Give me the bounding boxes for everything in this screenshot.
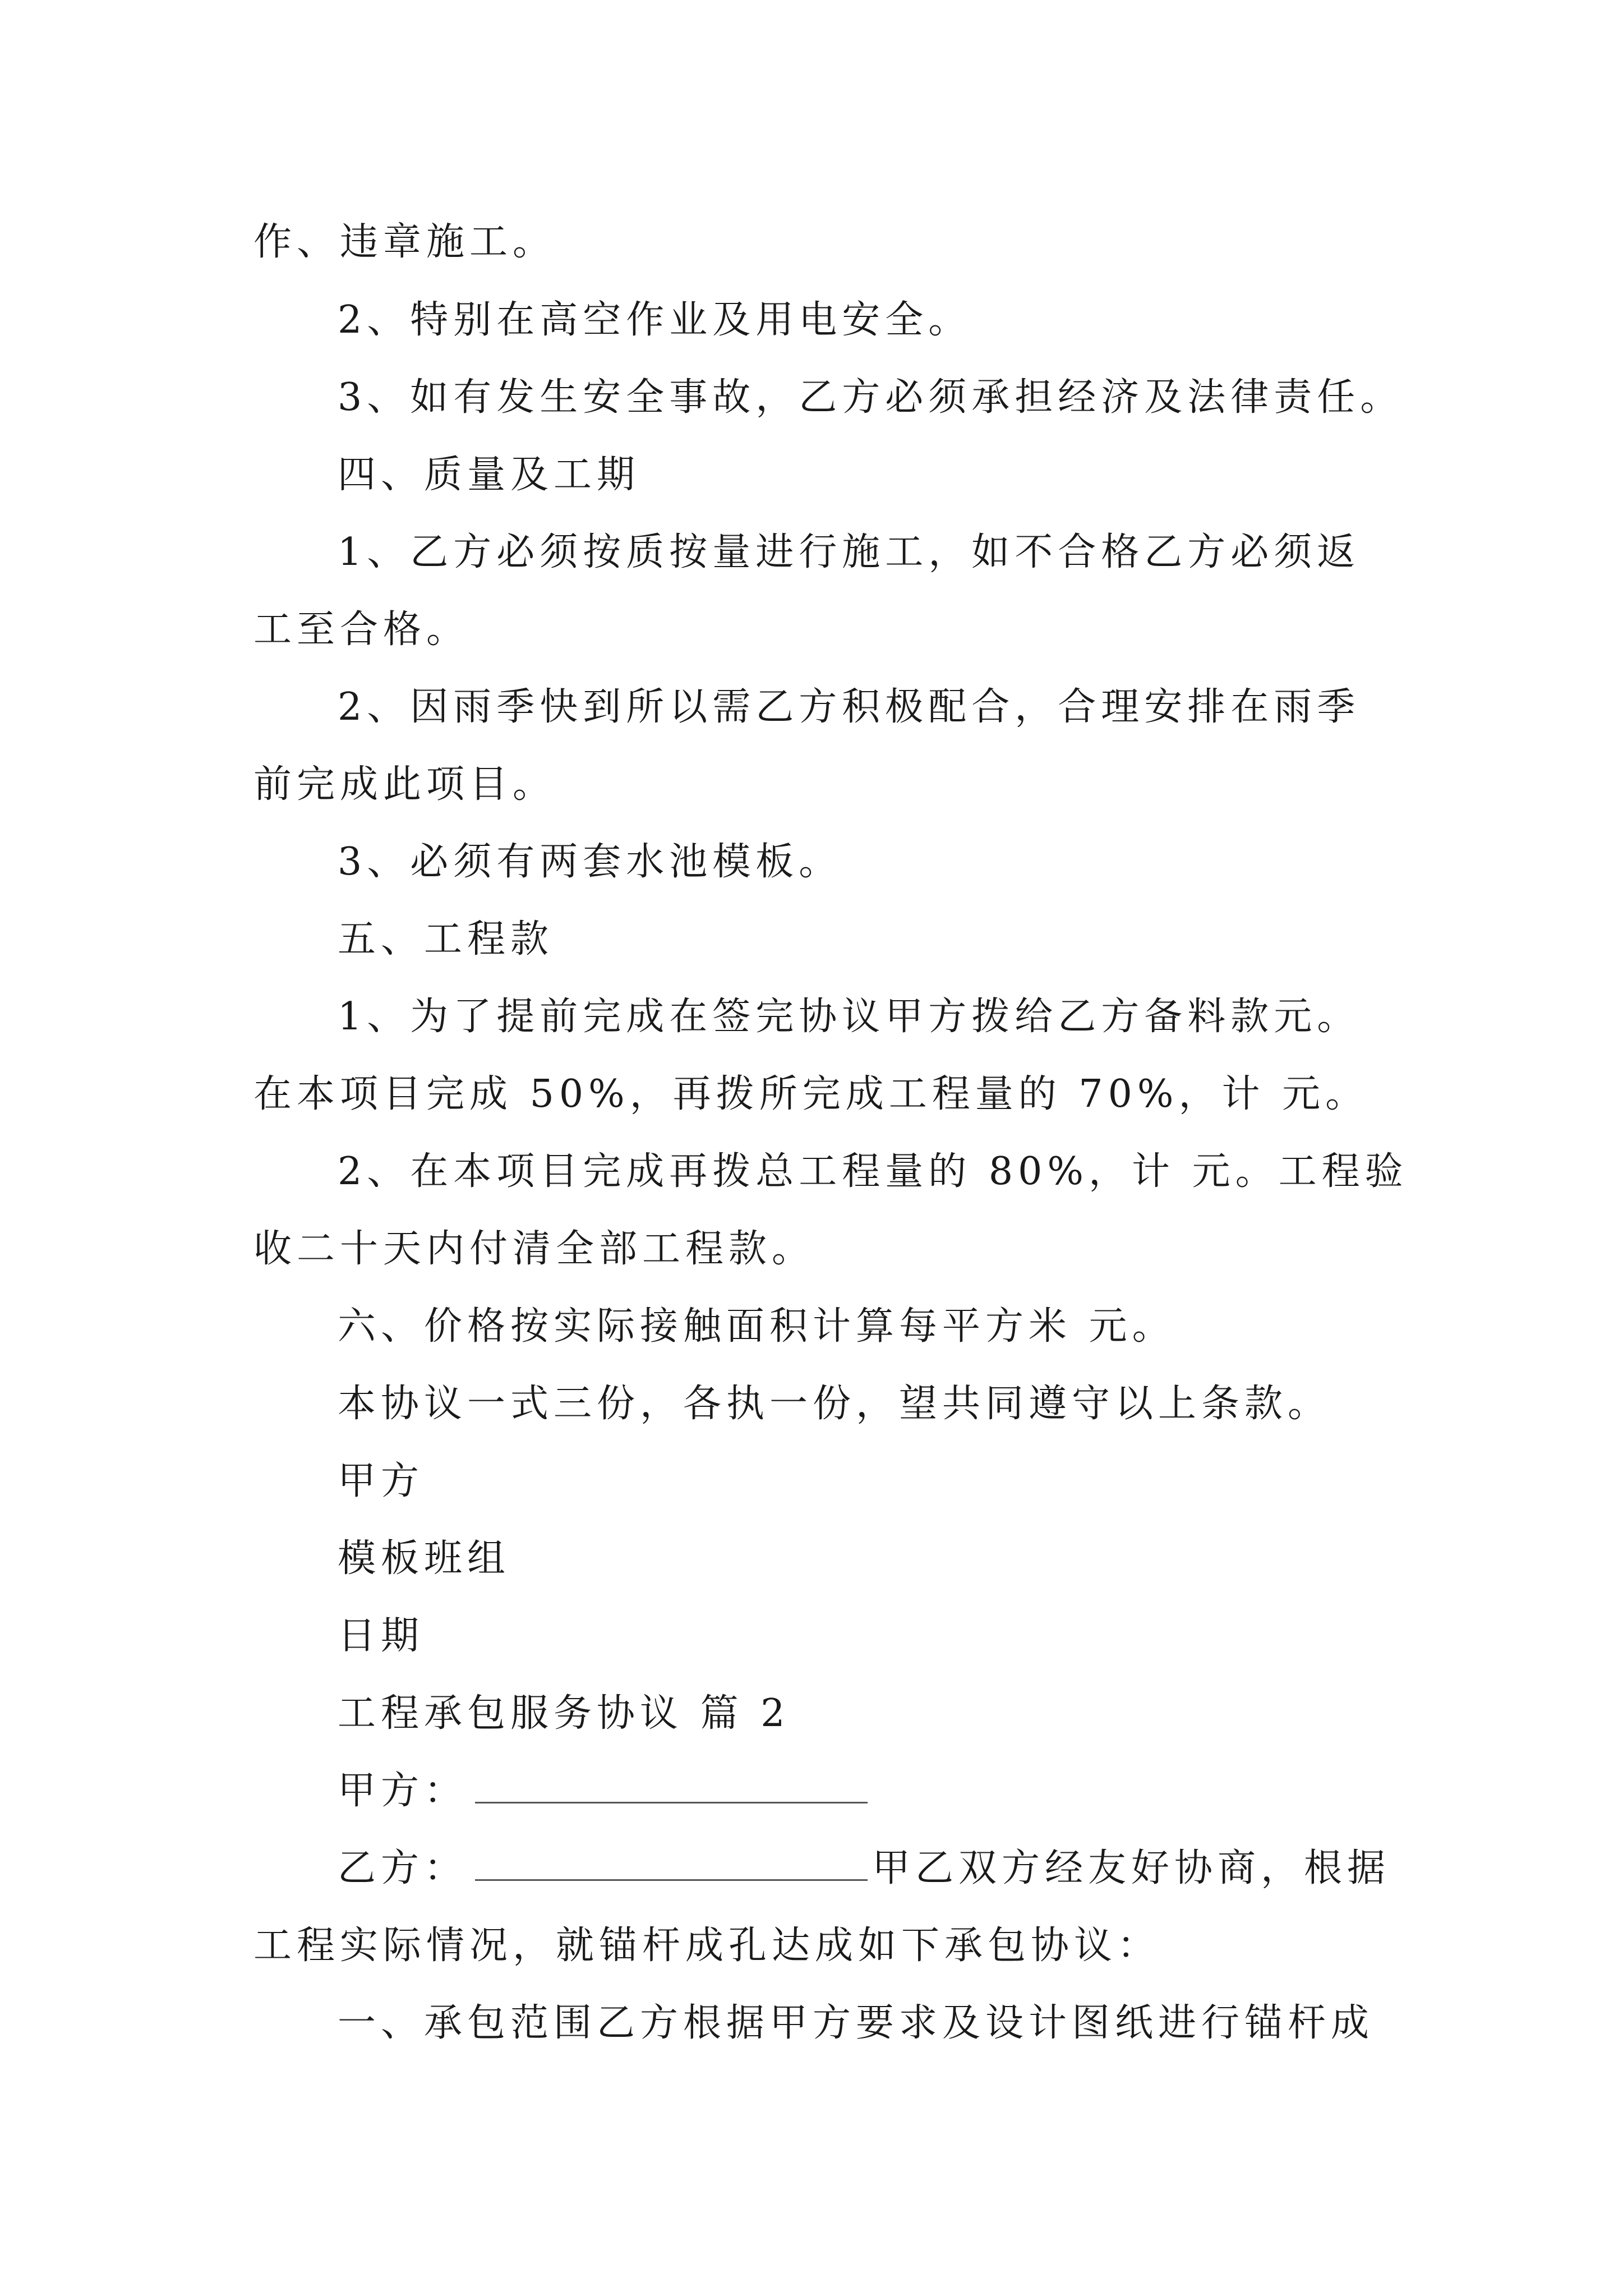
party-a-line xyxy=(338,1769,872,1813)
text-line: 2、特别在高空作业及用电安全。 xyxy=(338,298,972,342)
text-line: 1、乙方必须按质按量进行施工，如不合格乙方必须返 xyxy=(338,530,1361,574)
text-line: 工程实际情况，就锚杆成孔达成如下承包协议： xyxy=(253,1924,1161,1968)
text-line: 本协议一式三份，各执一份，望共同遵守以上条款。 xyxy=(338,1382,1331,1426)
text-line: 2、因雨季快到所以需乙方积极配合，合理安排在雨季 xyxy=(338,685,1361,729)
party-b-line xyxy=(338,1846,1391,1890)
text-line: 一、承包范围乙方根据甲方要求及设计图纸进行锚杆成 xyxy=(338,2001,1375,2045)
signature-date: 日期 xyxy=(338,1614,425,1658)
party-b-blank xyxy=(475,1877,868,1881)
text-line: 1、为了提前完成在签完协议甲方拨给乙方备料款元。 xyxy=(338,995,1361,1039)
text-line: 收二十天内付清全部工程款。 xyxy=(253,1227,815,1271)
party-b-label: 乙方： xyxy=(338,1846,468,1890)
signature-template-team: 模板班组 xyxy=(338,1536,511,1581)
party-a-label: 甲方： xyxy=(338,1769,468,1813)
signature-party-a: 甲方 xyxy=(338,1459,425,1503)
text-line: 2、在本项目完成再拨总工程量的 80%，计 元。工程验 xyxy=(338,1149,1408,1194)
text-line: 工至合格。 xyxy=(253,608,470,652)
party-a-blank xyxy=(475,1800,868,1803)
text-line: 前完成此项目。 xyxy=(253,762,556,807)
text-line: 3、如有发生安全事故，乙方必须承担经济及法律责任。 xyxy=(338,375,1404,420)
party-b-tail: 甲乙双方经友好协商，根据 xyxy=(872,1846,1391,1890)
article-title: 工程承包服务协议 篇 2 xyxy=(338,1691,790,1736)
section-heading: 四、质量及工期 xyxy=(338,453,640,497)
text-line: 作、违章施工。 xyxy=(253,220,556,264)
text-line: 在本项目完成 50%，再拨所完成工程量的 70%，计 元。 xyxy=(253,1072,1369,1116)
section-heading: 六、价格按实际接触面积计算每平方米 元。 xyxy=(338,1304,1175,1349)
section-heading: 五、工程款 xyxy=(338,917,554,961)
text-line: 3、必须有两套水池模板。 xyxy=(338,840,842,884)
